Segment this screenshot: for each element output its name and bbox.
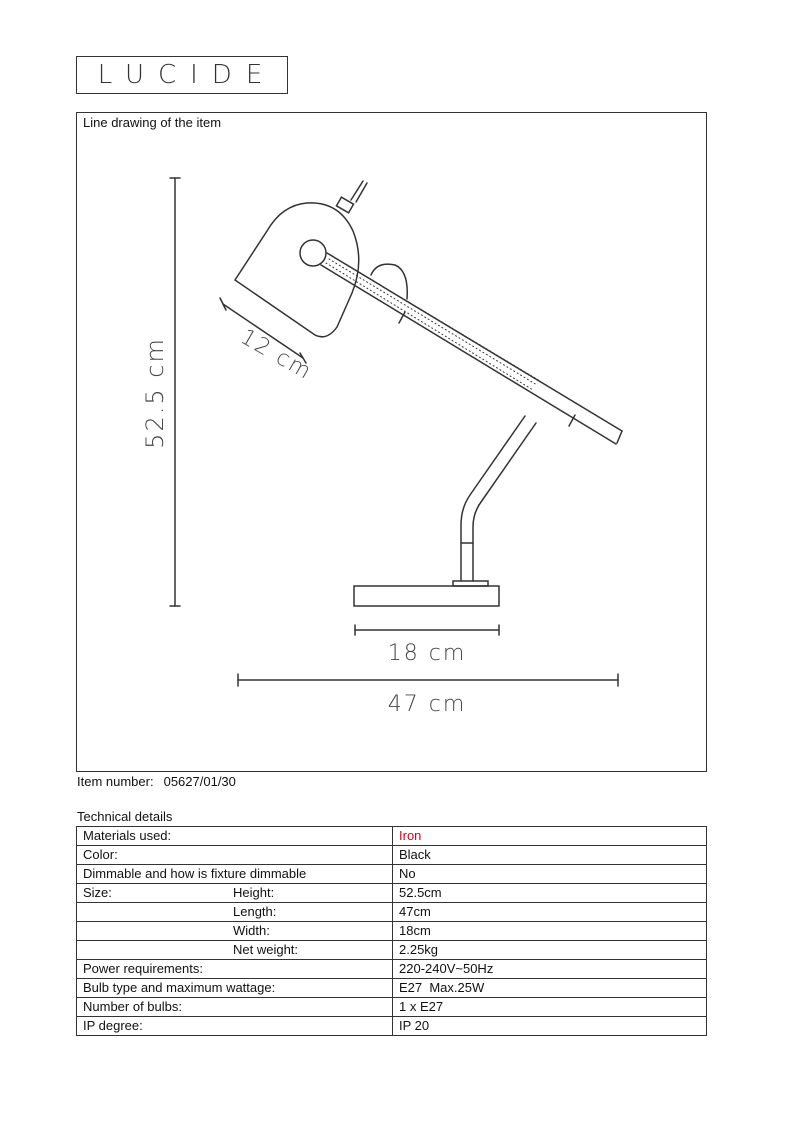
spec-group-label: Size:: [83, 885, 112, 900]
spec-value: 2.25kg: [393, 941, 707, 960]
lamp-line-drawing: [77, 113, 708, 773]
base-collar: [453, 581, 488, 586]
logo-text: LUCIDE: [97, 60, 277, 90]
spec-label: Power requirements:: [77, 960, 393, 979]
spec-label: [77, 884, 393, 903]
table-row: [77, 941, 707, 960]
technical-details-title: Technical details: [77, 809, 173, 824]
base-dimension-label: 18 cm: [387, 641, 467, 666]
length-dimension-label: 47 cm: [387, 692, 467, 717]
technical-details-table: [76, 826, 707, 1036]
spec-label: [77, 941, 393, 960]
spec-value: Black: [393, 846, 707, 865]
item-number: [77, 774, 246, 789]
lamp-shade: [235, 181, 367, 337]
spec-sub-label: Net weight:: [233, 942, 299, 957]
table-row: [77, 1017, 707, 1036]
table-row: [77, 922, 707, 941]
brand-logo: [76, 56, 288, 94]
length-dimension-line: [238, 674, 618, 686]
spec-value: E27 Max.25W: [393, 979, 707, 998]
spec-sub-label: Width:: [233, 923, 270, 938]
item-number-label: Item number:: [77, 774, 154, 789]
table-row: [77, 960, 707, 979]
spec-value: 47cm: [393, 903, 707, 922]
spec-label: Materials used:: [77, 827, 393, 846]
spec-value: 18cm: [393, 922, 707, 941]
height-dimension-label: 52.5 cm: [141, 337, 169, 449]
table-row: [77, 998, 707, 1017]
spec-label: Bulb type and maximum wattage:: [77, 979, 393, 998]
spec-label: Dimmable and how is fixture dimmable: [77, 865, 393, 884]
drawing-caption: Line drawing of the item: [83, 115, 222, 130]
spec-value: IP 20: [393, 1017, 707, 1036]
spec-label: [77, 922, 393, 941]
line-drawing-panel: [76, 112, 707, 772]
spec-value: 220-240V~50Hz: [393, 960, 707, 979]
item-number-value: 05627/01/30: [163, 774, 236, 789]
spec-value: 52.5cm: [393, 884, 707, 903]
spec-value: 1 x E27: [393, 998, 707, 1017]
lamp-base: [354, 586, 499, 606]
spec-label: Number of bulbs:: [77, 998, 393, 1017]
spec-sub-label: Height:: [233, 885, 275, 900]
spec-label: IP degree:: [77, 1017, 393, 1036]
lamp-stem: [461, 416, 536, 581]
lamp-arm: [321, 253, 622, 444]
base-dimension-line: [355, 625, 499, 635]
shade-dimension-label: 12 cm: [236, 324, 317, 386]
arm-handle: [371, 264, 407, 299]
table-row: [77, 827, 707, 846]
spec-value: Iron: [393, 827, 707, 846]
spec-sub-label: Length:: [233, 904, 277, 919]
spec-label: Color:: [77, 846, 393, 865]
table-row: [77, 846, 707, 865]
table-row: [77, 865, 707, 884]
table-row: [77, 884, 707, 903]
arm-texture: [326, 256, 540, 390]
table-row: [77, 903, 707, 922]
height-dimension-line: [170, 178, 180, 606]
spec-label: [77, 903, 393, 922]
spec-value: No: [393, 865, 707, 884]
table-row: [77, 979, 707, 998]
